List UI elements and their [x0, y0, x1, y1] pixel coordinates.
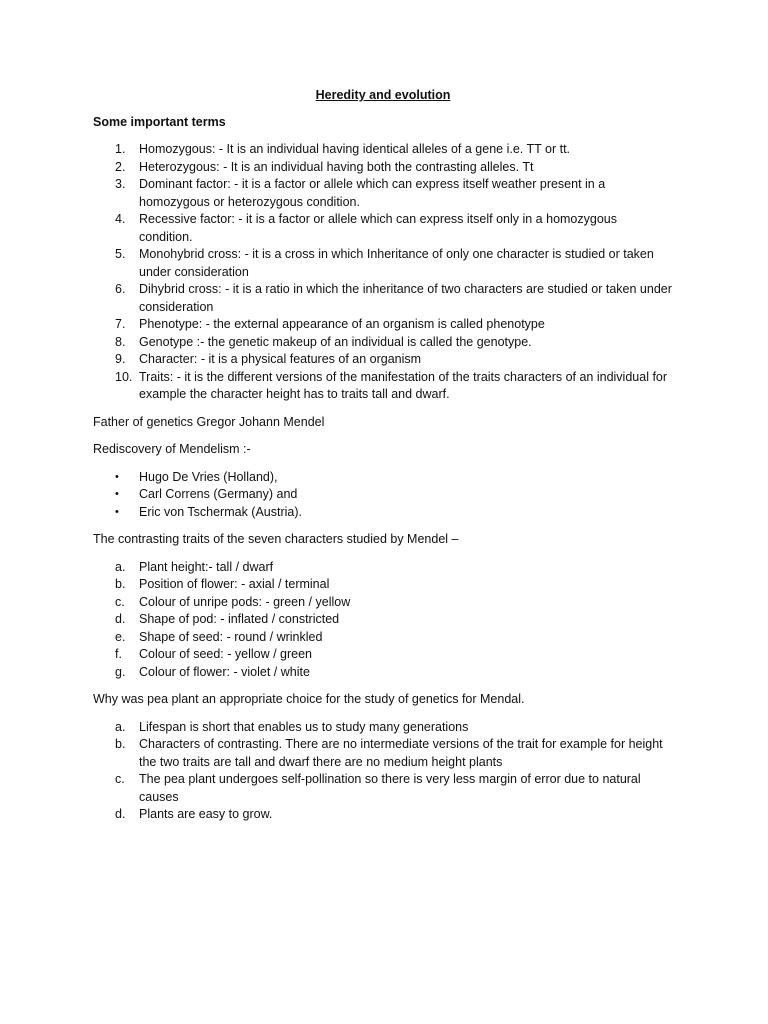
list-item [93, 611, 673, 629]
list-item-text: Lifespan is short that enables us to study many generations [139, 719, 469, 734]
list-marker: 1. [115, 142, 126, 156]
list-marker: c. [115, 594, 125, 609]
list-item [93, 646, 673, 664]
list-item [93, 806, 673, 824]
list-item-text: Carl Correns (Germany) and [139, 487, 298, 501]
list-marker: 10. [115, 369, 133, 384]
list-item-text: Shape of seed: - round / wrinkled [139, 629, 323, 644]
list-item-text: The pea plant undergoes self-pollination so there is very less margin of error due to natural causes [139, 772, 641, 804]
list-marker: a. [115, 559, 126, 574]
list-item [93, 486, 673, 504]
list-marker: b. [115, 737, 126, 751]
list-item [93, 719, 673, 737]
traits-heading: The contrasting traits of the seven characters studied by Mendel – [93, 532, 459, 546]
list-item [93, 504, 673, 522]
pea-plant-heading: Why was pea plant an appropriate choice for the study of genetics for Mendal. [93, 692, 525, 706]
terms-heading: Some important terms [93, 115, 226, 129]
list-item-text: Colour of flower: - violet / white [139, 664, 310, 679]
list-item [93, 576, 673, 594]
list-item-text: Plants are easy to grow. [139, 807, 273, 821]
list-item-text: Plant height:- tall / dwarf [139, 559, 274, 574]
list-item [93, 469, 673, 487]
list-marker: 5. [115, 247, 126, 261]
list-marker: f. [115, 647, 122, 661]
terms-list [93, 141, 673, 404]
list-item [93, 664, 673, 682]
pea-reasons-list [93, 719, 673, 824]
list-item-text: Characters of contrasting. There are no intermediate versions of the trait for example for height the two traits are tall and dwarf there are no medium height plants [139, 737, 663, 769]
list-item-text: Dominant factor: - it is a factor or allele which can express itself weather present in a homozygous or heterozygous condition. [139, 177, 606, 209]
list-marker: g. [115, 664, 126, 679]
list-item [93, 141, 673, 159]
list-item [93, 281, 673, 316]
list-marker: 9. [115, 352, 126, 366]
list-marker: b. [115, 577, 126, 591]
list-item-text: Position of flower: - axial / terminal [139, 577, 330, 591]
father-of-genetics-line: Father of genetics Gregor Johann Mendel [93, 414, 325, 429]
list-marker: c. [115, 772, 125, 786]
list-item [93, 159, 673, 177]
list-marker: 8. [115, 334, 126, 349]
list-item-text: Dihybrid cross: - it is a ratio in which the inheritance of two characters are studied or taken under consideration [139, 282, 672, 314]
bullet-icon: • [115, 470, 119, 483]
list-item-text: Genotype :- the genetic makeup of an individual is called the genotype. [139, 334, 532, 349]
list-item-text: Monohybrid cross: - it is a cross in which Inheritance of only one character is studied or taken under consideration [139, 247, 654, 279]
list-item-text: Phenotype: - the external appearance of an organism is called phenotype [139, 317, 545, 331]
list-marker: d. [115, 612, 126, 626]
list-item [93, 351, 673, 369]
list-item-text: Traits: - it is the different versions of the manifestation of the traits characters of an individual for example the character height has to traits tall and dwarf. [139, 369, 668, 401]
bullet-icon: • [115, 488, 119, 500]
list-marker: 6. [115, 282, 126, 296]
list-item [93, 369, 673, 404]
list-item [93, 559, 673, 577]
list-item [93, 771, 673, 806]
traits-list [93, 559, 673, 682]
document-title: Heredity and evolution [315, 88, 451, 102]
list-item [93, 629, 673, 647]
list-item [93, 176, 673, 211]
list-item [93, 334, 673, 352]
list-item [93, 316, 673, 334]
list-item-text: Hugo De Vries (Holland), [139, 469, 278, 484]
list-marker: 3. [115, 177, 126, 191]
document-page [93, 87, 673, 834]
list-item-text: Colour of unripe pods: - green / yellow [139, 594, 351, 609]
list-marker: a. [115, 719, 126, 734]
list-item-text: Shape of pod: - inflated / constricted [139, 612, 340, 626]
list-item [93, 246, 673, 281]
rediscovery-heading: Rediscovery of Mendelism :- [93, 442, 251, 456]
list-item [93, 594, 673, 612]
list-item-text: Recessive factor: - it is a factor or allele which can express itself only in a homozygous condition. [139, 212, 617, 244]
list-item-text: Eric von Tschermak (Austria). [139, 504, 303, 519]
list-item [93, 736, 673, 771]
list-marker: 2. [115, 159, 126, 174]
list-item-text: Character: - it is a physical features of an organism [139, 352, 422, 366]
list-marker: 7. [115, 317, 126, 331]
list-marker: 4. [115, 212, 126, 226]
list-item [93, 211, 673, 246]
list-marker: e. [115, 629, 126, 644]
list-item-text: Heterozygous: - It is an individual having both the contrasting alleles. Tt [139, 159, 534, 174]
list-marker: d. [115, 807, 126, 821]
bullet-icon: • [115, 505, 119, 518]
list-item-text: Colour of seed: - yellow / green [139, 647, 313, 661]
list-item-text: Homozygous: - It is an individual having identical alleles of a gene i.e. TT or tt. [139, 142, 571, 156]
rediscoverers-list [93, 469, 673, 522]
